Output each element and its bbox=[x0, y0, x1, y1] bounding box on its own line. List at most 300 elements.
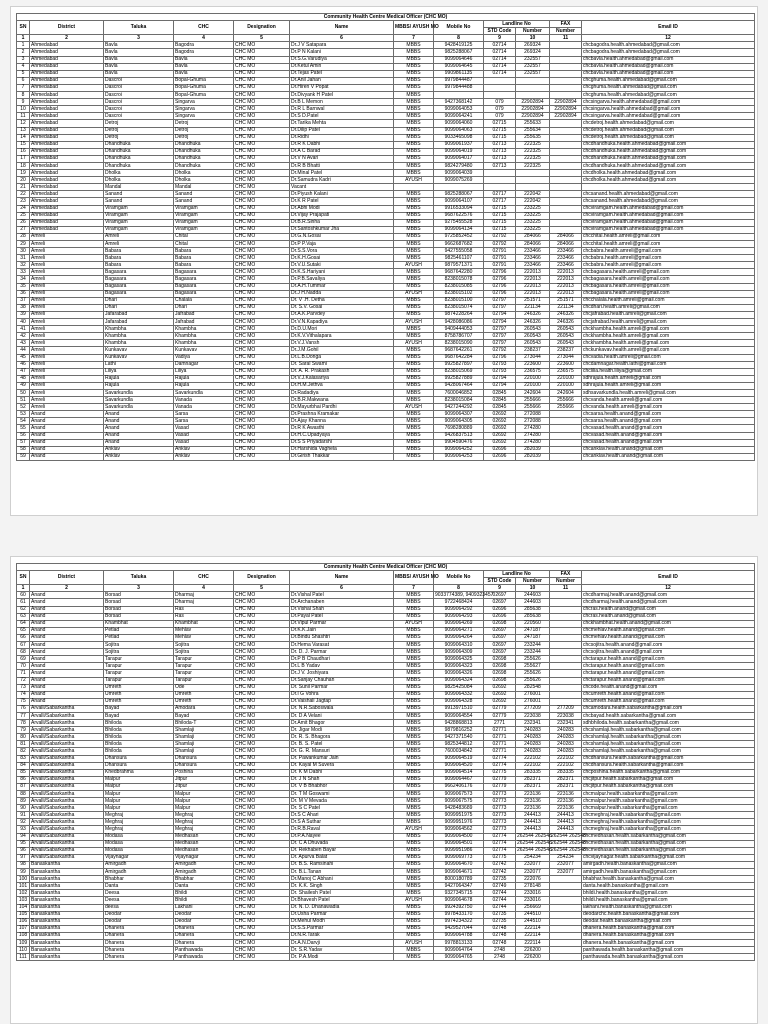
table-row bbox=[17, 361, 755, 368]
col-index: 12 bbox=[582, 35, 755, 42]
sn-cell: 20 bbox=[17, 177, 30, 184]
mobile-cell bbox=[434, 184, 484, 191]
table-row bbox=[17, 592, 755, 599]
designation-cell: CHC MO bbox=[234, 826, 290, 833]
sn-cell: 59 bbox=[17, 453, 30, 460]
mobile-cell: 9099064678 bbox=[434, 897, 484, 904]
table-row bbox=[17, 705, 755, 712]
email-cell: chcumreth.health.anand@gmail.com bbox=[582, 691, 755, 698]
col-index: 4 bbox=[174, 585, 234, 592]
mobile-cell: 9099064501 bbox=[434, 840, 484, 847]
std-code-cell: 02744 bbox=[484, 890, 516, 897]
qualification-cell: MBBS bbox=[394, 212, 434, 219]
table-row bbox=[17, 947, 755, 954]
designation-cell: CHC MO bbox=[234, 748, 290, 755]
fax-cell: 255666 bbox=[550, 397, 582, 404]
taluka-cell: Savarkundla bbox=[104, 397, 174, 404]
district-cell: Anand bbox=[30, 649, 104, 656]
sn-cell: 14 bbox=[17, 134, 30, 141]
qualification-cell: MBBS bbox=[394, 283, 434, 290]
chc-cell: Tarapur bbox=[174, 663, 234, 670]
designation-cell: CHC MO bbox=[234, 304, 290, 311]
taluka-cell: Sojitra bbox=[104, 642, 174, 649]
landline-cell: 282039 bbox=[516, 453, 550, 460]
landline-cell: 244603 bbox=[516, 592, 550, 599]
sn-cell: 30 bbox=[17, 248, 30, 255]
email-cell: chcsingarva.health.ahmedabad@gmail.com bbox=[582, 99, 755, 106]
qualification-cell: MBBS bbox=[394, 776, 434, 783]
taluka-cell: Babara bbox=[104, 248, 174, 255]
designation-cell: CHC MO bbox=[234, 120, 290, 127]
std-code-cell: 02775 bbox=[484, 769, 516, 776]
fax-cell: 244413 bbox=[550, 819, 582, 826]
qualification-cell: MBBS bbox=[394, 847, 434, 854]
name-cell: Dr.V.N.Kapadiya bbox=[290, 319, 394, 326]
taluka-cell: Bhiloda bbox=[104, 720, 174, 727]
district-cell: Arvalli/Sabarkantha bbox=[30, 833, 104, 840]
designation-cell: CHC MO bbox=[234, 446, 290, 453]
landline-cell: 233225 bbox=[516, 205, 550, 212]
fax-cell: 284066 bbox=[550, 233, 582, 240]
email-cell: chcmeghraj.health.sabarkantha@gmail.com bbox=[582, 819, 755, 826]
mobile-cell: 8238015100 bbox=[434, 297, 484, 304]
table-row bbox=[17, 184, 755, 191]
mobile-cell: 8238015085 bbox=[434, 283, 484, 290]
email-cell: lakhani.health.banaskantha@gmail.com bbox=[582, 904, 755, 911]
std-code-cell: 02793 bbox=[484, 368, 516, 375]
landline-cell: 276001 bbox=[516, 698, 550, 705]
mobile-cell: 9428067464 bbox=[434, 382, 484, 389]
designation-cell: CHC MO bbox=[234, 233, 290, 240]
mobile-cell: 9099064765 bbox=[434, 954, 484, 961]
chc-cell: Viramgam bbox=[174, 205, 234, 212]
email-cell: amirgadh.health.banaskantha@gmail.com bbox=[582, 869, 755, 876]
qualification-cell: MBBS bbox=[394, 670, 434, 677]
email-cell: bhabhar.health.banaskantha@gmail.com bbox=[582, 876, 755, 883]
chc-cell: Bavla bbox=[174, 70, 234, 77]
qualification-cell: MBBS bbox=[394, 113, 434, 120]
designation-cell: CHC MO bbox=[234, 833, 290, 840]
email-cell: chcdhari.health.amreli@gmail.com bbox=[582, 304, 755, 311]
designation-cell: CHC MO bbox=[234, 791, 290, 798]
qualification-cell: MBBS bbox=[394, 727, 434, 734]
designation-cell: CHC MO bbox=[234, 432, 290, 439]
std-code-cell: 02845 bbox=[484, 397, 516, 404]
chc-cell: Shamlaji bbox=[174, 727, 234, 734]
qualification-cell: MBBS bbox=[394, 599, 434, 606]
district-cell: Ahmedabad bbox=[30, 141, 104, 148]
mobile-cell: 9909861135 bbox=[434, 70, 484, 77]
fax-cell bbox=[550, 411, 582, 418]
sn-cell: 77 bbox=[17, 712, 30, 719]
sn-cell: 62 bbox=[17, 606, 30, 613]
std-code-cell: 02794 bbox=[484, 375, 516, 382]
qualification-cell: MBBS bbox=[394, 911, 434, 918]
fax-cell bbox=[550, 155, 582, 162]
col-index: 5 bbox=[234, 35, 290, 42]
table-row bbox=[17, 42, 755, 49]
taluka-cell: Dascroi bbox=[104, 92, 174, 99]
sn-cell: 80 bbox=[17, 734, 30, 741]
designation-cell: CHC MO bbox=[234, 890, 290, 897]
column-number-row bbox=[17, 585, 755, 592]
sn-cell: 23 bbox=[17, 198, 30, 205]
taluka-cell: Dascroi bbox=[104, 113, 174, 120]
taluka-cell: Bhiloda bbox=[104, 734, 174, 741]
taluka-cell: Anklav bbox=[104, 453, 174, 460]
table-row bbox=[17, 649, 755, 656]
chc-cell: Umreth bbox=[174, 698, 234, 705]
landline-cell: 220560 bbox=[516, 620, 550, 627]
std-code-cell: 02797 bbox=[484, 340, 516, 347]
std-code-cell: 02698 bbox=[484, 670, 516, 677]
email-cell: chcviramgam.health.ahmedabad@gmail.com bbox=[582, 212, 755, 219]
qualification-cell: MBBS bbox=[394, 854, 434, 861]
std-code-cell: 02715 bbox=[484, 212, 516, 219]
email-cell: chcvanda.health.amreli@gmail.com bbox=[582, 397, 755, 404]
name-cell: Dr.S D.Patel bbox=[290, 113, 394, 120]
landline-cell bbox=[516, 184, 550, 191]
landline-cell: 240283 bbox=[516, 734, 550, 741]
mobile-cell: 9662687682 bbox=[434, 241, 484, 248]
qualification-cell: MBBS bbox=[394, 954, 434, 961]
mobile-cell: 9099064293 bbox=[434, 613, 484, 620]
landline-cell: 276001 bbox=[516, 691, 550, 698]
chc-cell: Rajula bbox=[174, 375, 234, 382]
district-cell: Ahmedabad bbox=[30, 92, 104, 99]
col-index: 1 bbox=[17, 35, 30, 42]
designation-cell: CHC MO bbox=[234, 805, 290, 812]
fax-cell: 284066 bbox=[550, 241, 582, 248]
std-code-cell: 02792 bbox=[484, 233, 516, 240]
fax-cell: 223600 bbox=[550, 361, 582, 368]
district-cell: Ahmedabad bbox=[30, 134, 104, 141]
table-row bbox=[17, 241, 755, 248]
mobile-cell: 9099064253 bbox=[434, 453, 484, 460]
email-cell: chcras.health.anand@gmail.com bbox=[582, 606, 755, 613]
taluka-cell: Bavla bbox=[104, 49, 174, 56]
taluka-cell: Anand bbox=[104, 418, 174, 425]
name-cell: Dr.R K Awasthi bbox=[290, 425, 394, 432]
taluka-cell: Detroj bbox=[104, 120, 174, 127]
taluka-cell: Bhabhar bbox=[104, 876, 174, 883]
taluka-cell: Deesa bbox=[104, 890, 174, 897]
taluka-cell: Khambha bbox=[104, 333, 174, 340]
district-cell: Anand bbox=[30, 634, 104, 641]
fax-cell bbox=[550, 205, 582, 212]
name-cell: Dr.R.B.Raval bbox=[290, 826, 394, 833]
chc-cell: Jafrabad bbox=[174, 311, 234, 318]
landline-cell: 221134 bbox=[516, 304, 550, 311]
email-cell: bhildi.health.banaskantha@gmail.com bbox=[582, 897, 755, 904]
qualification-cell: AYUSH bbox=[394, 340, 434, 347]
qualification-cell: MBBS bbox=[394, 333, 434, 340]
fax-cell: 262544 262548 bbox=[551, 840, 586, 847]
chc-cell: Chital bbox=[174, 241, 234, 248]
sn-cell: 17 bbox=[17, 155, 30, 162]
qualification-cell: MBBS bbox=[394, 248, 434, 255]
mobile-cell: 9978813133 bbox=[434, 939, 484, 946]
name-cell: Dr.G.N.Gosai bbox=[290, 233, 394, 240]
mobile-cell: 9879816252 bbox=[434, 727, 484, 734]
email-cell: chcmalpur.health.sabarkantha@gmail.com bbox=[582, 791, 755, 798]
sn-cell: 28 bbox=[17, 233, 30, 240]
std-code-cell: 02714 bbox=[484, 63, 516, 70]
mobile-cell: 9428419125 bbox=[434, 42, 484, 49]
email-cell: chcbayad.health.sabarkantha@gmail.com bbox=[582, 712, 755, 719]
district-cell: Banaskantha bbox=[30, 911, 104, 918]
qualification-cell: MBBS bbox=[394, 99, 434, 106]
designation-cell: CHC MO bbox=[234, 819, 290, 826]
email-cell: sdhrajula.health.amreli@gmail.com bbox=[582, 375, 755, 382]
chc-cell: Bagasara bbox=[174, 269, 234, 276]
district-cell: Banaskantha bbox=[30, 925, 104, 932]
qualification-cell: MBBS bbox=[394, 904, 434, 911]
email-cell: chcvadia.health.amreli@gmail.com bbox=[582, 354, 755, 361]
std-code-cell: 02717 bbox=[484, 198, 516, 205]
landline-cell: 233225 bbox=[516, 212, 550, 219]
sn-cell: 82 bbox=[17, 748, 30, 755]
fax-cell bbox=[550, 177, 582, 184]
taluka-cell: Danta bbox=[104, 883, 174, 890]
qualification-cell: MBBS bbox=[394, 304, 434, 311]
name-cell: Dr.A.N.Darvji bbox=[290, 939, 394, 946]
mobile-cell: 9099064060 bbox=[434, 120, 484, 127]
name-cell: Dr. K M Dabhi bbox=[290, 769, 394, 776]
table-row bbox=[17, 84, 755, 91]
table-row bbox=[17, 418, 755, 425]
fax-cell bbox=[550, 634, 582, 641]
col-index: 2 bbox=[30, 35, 104, 42]
landline-cell: 285638 bbox=[516, 613, 550, 620]
name-cell: Dr.K.S.Hariyani bbox=[290, 269, 394, 276]
std-code-cell: 02771 bbox=[484, 748, 516, 755]
name-cell: Dr. C A Dhuvada bbox=[290, 840, 394, 847]
designation-cell: CHC MO bbox=[234, 262, 290, 269]
landline-cell: 244510 bbox=[516, 911, 550, 918]
std-code-cell: 02774 bbox=[484, 762, 516, 769]
email-cell: chcdhansura.health.sabarkantha@gmail.com bbox=[582, 755, 755, 762]
fax-cell: 222013 bbox=[550, 269, 582, 276]
col-index: 2 bbox=[30, 585, 104, 592]
table-row bbox=[17, 869, 755, 876]
qualification-cell: MBBS bbox=[394, 219, 434, 226]
district-cell: Arvalli/Sabarkantha bbox=[30, 826, 104, 833]
email-cell: chcanklav.health.anand@gmail.com bbox=[582, 453, 755, 460]
district-cell: Amreli bbox=[30, 382, 104, 389]
district-cell: Anand bbox=[30, 418, 104, 425]
table-row bbox=[17, 382, 755, 389]
table-row bbox=[17, 177, 755, 184]
email-cell: bhildi.health.banaskantha@gmail.com bbox=[582, 890, 755, 897]
designation-cell: CHC MO bbox=[234, 162, 290, 169]
fax-cell: 221134 bbox=[550, 304, 582, 311]
designation-cell: CHC MO bbox=[234, 127, 290, 134]
sn-cell: 95 bbox=[17, 840, 30, 847]
name-cell: Dr. B.S. Ramsinahi bbox=[290, 861, 394, 868]
col-taluka: Taluka bbox=[104, 21, 174, 35]
sn-cell: 42 bbox=[17, 333, 30, 340]
chc-cell: Shamlaji bbox=[174, 748, 234, 755]
mobile-cell: 9099064562 bbox=[434, 826, 484, 833]
landline-cell: 284066 bbox=[516, 241, 550, 248]
email-cell: chcsingarva.health.ahmedabad@gmail.com bbox=[582, 106, 755, 113]
qualification-cell: MBBS bbox=[394, 361, 434, 368]
taluka-cell: Jafarabad bbox=[104, 319, 174, 326]
designation-cell: CHC MO bbox=[234, 861, 290, 868]
fax-cell bbox=[550, 212, 582, 219]
fax-cell: 240283 bbox=[550, 741, 582, 748]
designation-cell: CHC MO bbox=[234, 283, 290, 290]
sn-cell: 79 bbox=[17, 727, 30, 734]
taluka-cell: Dhanera bbox=[104, 939, 174, 946]
sn-cell: 75 bbox=[17, 698, 30, 705]
designation-cell: CHC MO bbox=[234, 84, 290, 91]
fax-cell bbox=[550, 439, 582, 446]
name-cell: Dr. R. S. Bhagora bbox=[290, 734, 394, 741]
qualification-cell: MBBS bbox=[394, 890, 434, 897]
std-code-cell: 02797 bbox=[484, 333, 516, 340]
taluka-cell: Kunkavav bbox=[104, 347, 174, 354]
table-row bbox=[17, 219, 755, 226]
landline-cell: 255633 bbox=[516, 120, 550, 127]
sn-cell: 34 bbox=[17, 276, 30, 283]
designation-cell: CHC MO bbox=[234, 340, 290, 347]
sn-cell: 91 bbox=[17, 812, 30, 819]
chc-cell: Mandal bbox=[174, 184, 234, 191]
chc-cell: Dhari bbox=[174, 304, 234, 311]
landline-cell: 222325 bbox=[516, 155, 550, 162]
taluka-cell: Malpur bbox=[104, 783, 174, 790]
title-row bbox=[17, 14, 755, 21]
email-cell: amirgadh.health.banaskantha@gmail.com bbox=[582, 861, 755, 868]
table-row bbox=[17, 347, 755, 354]
chc-cell: Singarva bbox=[174, 99, 234, 106]
fax-cell bbox=[550, 954, 582, 961]
sn-cell: 72 bbox=[17, 677, 30, 684]
chc-cell: Kunkavav bbox=[174, 347, 234, 354]
col-chc: CHC bbox=[174, 571, 234, 585]
landline-cell: 222325 bbox=[516, 162, 550, 169]
chc-cell: Bopal-Ghuma bbox=[174, 77, 234, 84]
sn-cell: 39 bbox=[17, 311, 30, 318]
mobile-cell: 9409444053 bbox=[434, 326, 484, 333]
landline-cell: 255666 bbox=[516, 397, 550, 404]
table-body-2 bbox=[17, 592, 755, 961]
designation-cell: CHC MO bbox=[234, 876, 290, 883]
taluka-cell: Detroj bbox=[104, 134, 174, 141]
mobile-cell: 9687642261 bbox=[434, 347, 484, 354]
district-cell: Banaskantha bbox=[30, 939, 104, 946]
district-cell: Anand bbox=[30, 691, 104, 698]
taluka-cell: Anand bbox=[104, 439, 174, 446]
name-cell: Dr. K.K. Singh bbox=[290, 883, 394, 890]
taluka-cell: Babara bbox=[104, 262, 174, 269]
name-cell: Dr. V B Bhabhor bbox=[290, 783, 394, 790]
taluka-cell: Petlad bbox=[104, 634, 174, 641]
mobile-cell: 9427371540 bbox=[434, 734, 484, 741]
designation-cell: CHC MO bbox=[234, 684, 290, 691]
landline-cell: 223136 bbox=[516, 791, 550, 798]
chc-cell: Vanada bbox=[174, 397, 234, 404]
mobile-cell: 9099061937 bbox=[434, 141, 484, 148]
district-cell: Amreli bbox=[30, 375, 104, 382]
name-cell: Dr.Hema Varasat bbox=[290, 642, 394, 649]
mobile-cell: 9687642284 bbox=[434, 354, 484, 361]
std-code-cell: 02692 bbox=[484, 439, 516, 446]
email-cell: deodar.health.banaskantha@gmail.com bbox=[582, 918, 755, 925]
qualification-cell: AYUSH bbox=[394, 826, 434, 833]
mobile-cell: 9099064107 bbox=[434, 198, 484, 205]
taluka-cell: Anklav bbox=[104, 446, 174, 453]
fax-cell bbox=[550, 453, 582, 460]
sn-cell: 47 bbox=[17, 368, 30, 375]
landline-cell bbox=[516, 92, 550, 99]
landline-cell: 244510 bbox=[516, 918, 550, 925]
district-cell: Ahmedabad bbox=[30, 219, 104, 226]
sn-cell: 111 bbox=[17, 954, 30, 961]
std-code-cell: 02779 bbox=[484, 776, 516, 783]
col-district: District bbox=[30, 571, 104, 585]
fax-cell: 260543 bbox=[550, 326, 582, 333]
table-row bbox=[17, 925, 755, 932]
landline-cell: 240283 bbox=[516, 741, 550, 748]
designation-cell: CHC MO bbox=[234, 70, 290, 77]
designation-cell: CHC MO bbox=[234, 776, 290, 783]
taluka-cell: Modasa bbox=[104, 840, 174, 847]
name-cell: Dr.Mayurbhai Pardhi bbox=[290, 404, 394, 411]
mobile-cell: 8758786707 bbox=[434, 333, 484, 340]
landline-cell: 244413 bbox=[516, 826, 550, 833]
taluka-cell: Dhari bbox=[104, 304, 174, 311]
col-landline-number: Number bbox=[516, 578, 550, 585]
table-row bbox=[17, 120, 755, 127]
std-code-cell: 02794 bbox=[484, 382, 516, 389]
district-cell: Ahmedabad bbox=[30, 191, 104, 198]
std-code-cell: 079 bbox=[484, 113, 516, 120]
col-landline: Landline No bbox=[484, 571, 550, 578]
landline-cell: 222325 bbox=[516, 148, 550, 155]
email-cell: dhanera.health.banaskantha@gmail.com bbox=[582, 932, 755, 939]
mobile-cell: 7600034842 bbox=[434, 748, 484, 755]
chc-cell: Babara bbox=[174, 255, 234, 262]
qualification-cell: MBBS bbox=[394, 918, 434, 925]
designation-cell: CHC MO bbox=[234, 656, 290, 663]
designation-cell: CHC MO bbox=[234, 769, 290, 776]
taluka-cell: Deodar bbox=[104, 911, 174, 918]
designation-cell: CHC MO bbox=[234, 734, 290, 741]
designation-cell: CHC MO bbox=[234, 798, 290, 805]
name-cell: Dr. D A Velani bbox=[290, 712, 394, 719]
landline-cell: 222102 bbox=[516, 755, 550, 762]
email-cell: chcbagasara.health.amreli@gmail.com bbox=[582, 283, 755, 290]
landline-cell bbox=[516, 170, 550, 177]
landline-cell: 22902894 bbox=[516, 99, 550, 106]
mobile-cell: 9974234322 bbox=[434, 918, 484, 925]
landline-cell: 272088 bbox=[516, 411, 550, 418]
email-cell: chcras.health.anand@gmail.com bbox=[582, 613, 755, 620]
fax-cell bbox=[550, 947, 582, 954]
landline-cell: 223600 bbox=[516, 361, 550, 368]
fax-cell bbox=[550, 162, 582, 169]
qualification-cell: MBBS bbox=[394, 311, 434, 318]
name-cell: Dr.Vijay Prajapati bbox=[290, 212, 394, 219]
district-cell: Ahmedabad bbox=[30, 177, 104, 184]
fax-cell: 240283 bbox=[550, 727, 582, 734]
mobile-cell: 9099064500 bbox=[434, 833, 484, 840]
mobile-cell: 9099069773 bbox=[434, 854, 484, 861]
table-row bbox=[17, 233, 755, 240]
